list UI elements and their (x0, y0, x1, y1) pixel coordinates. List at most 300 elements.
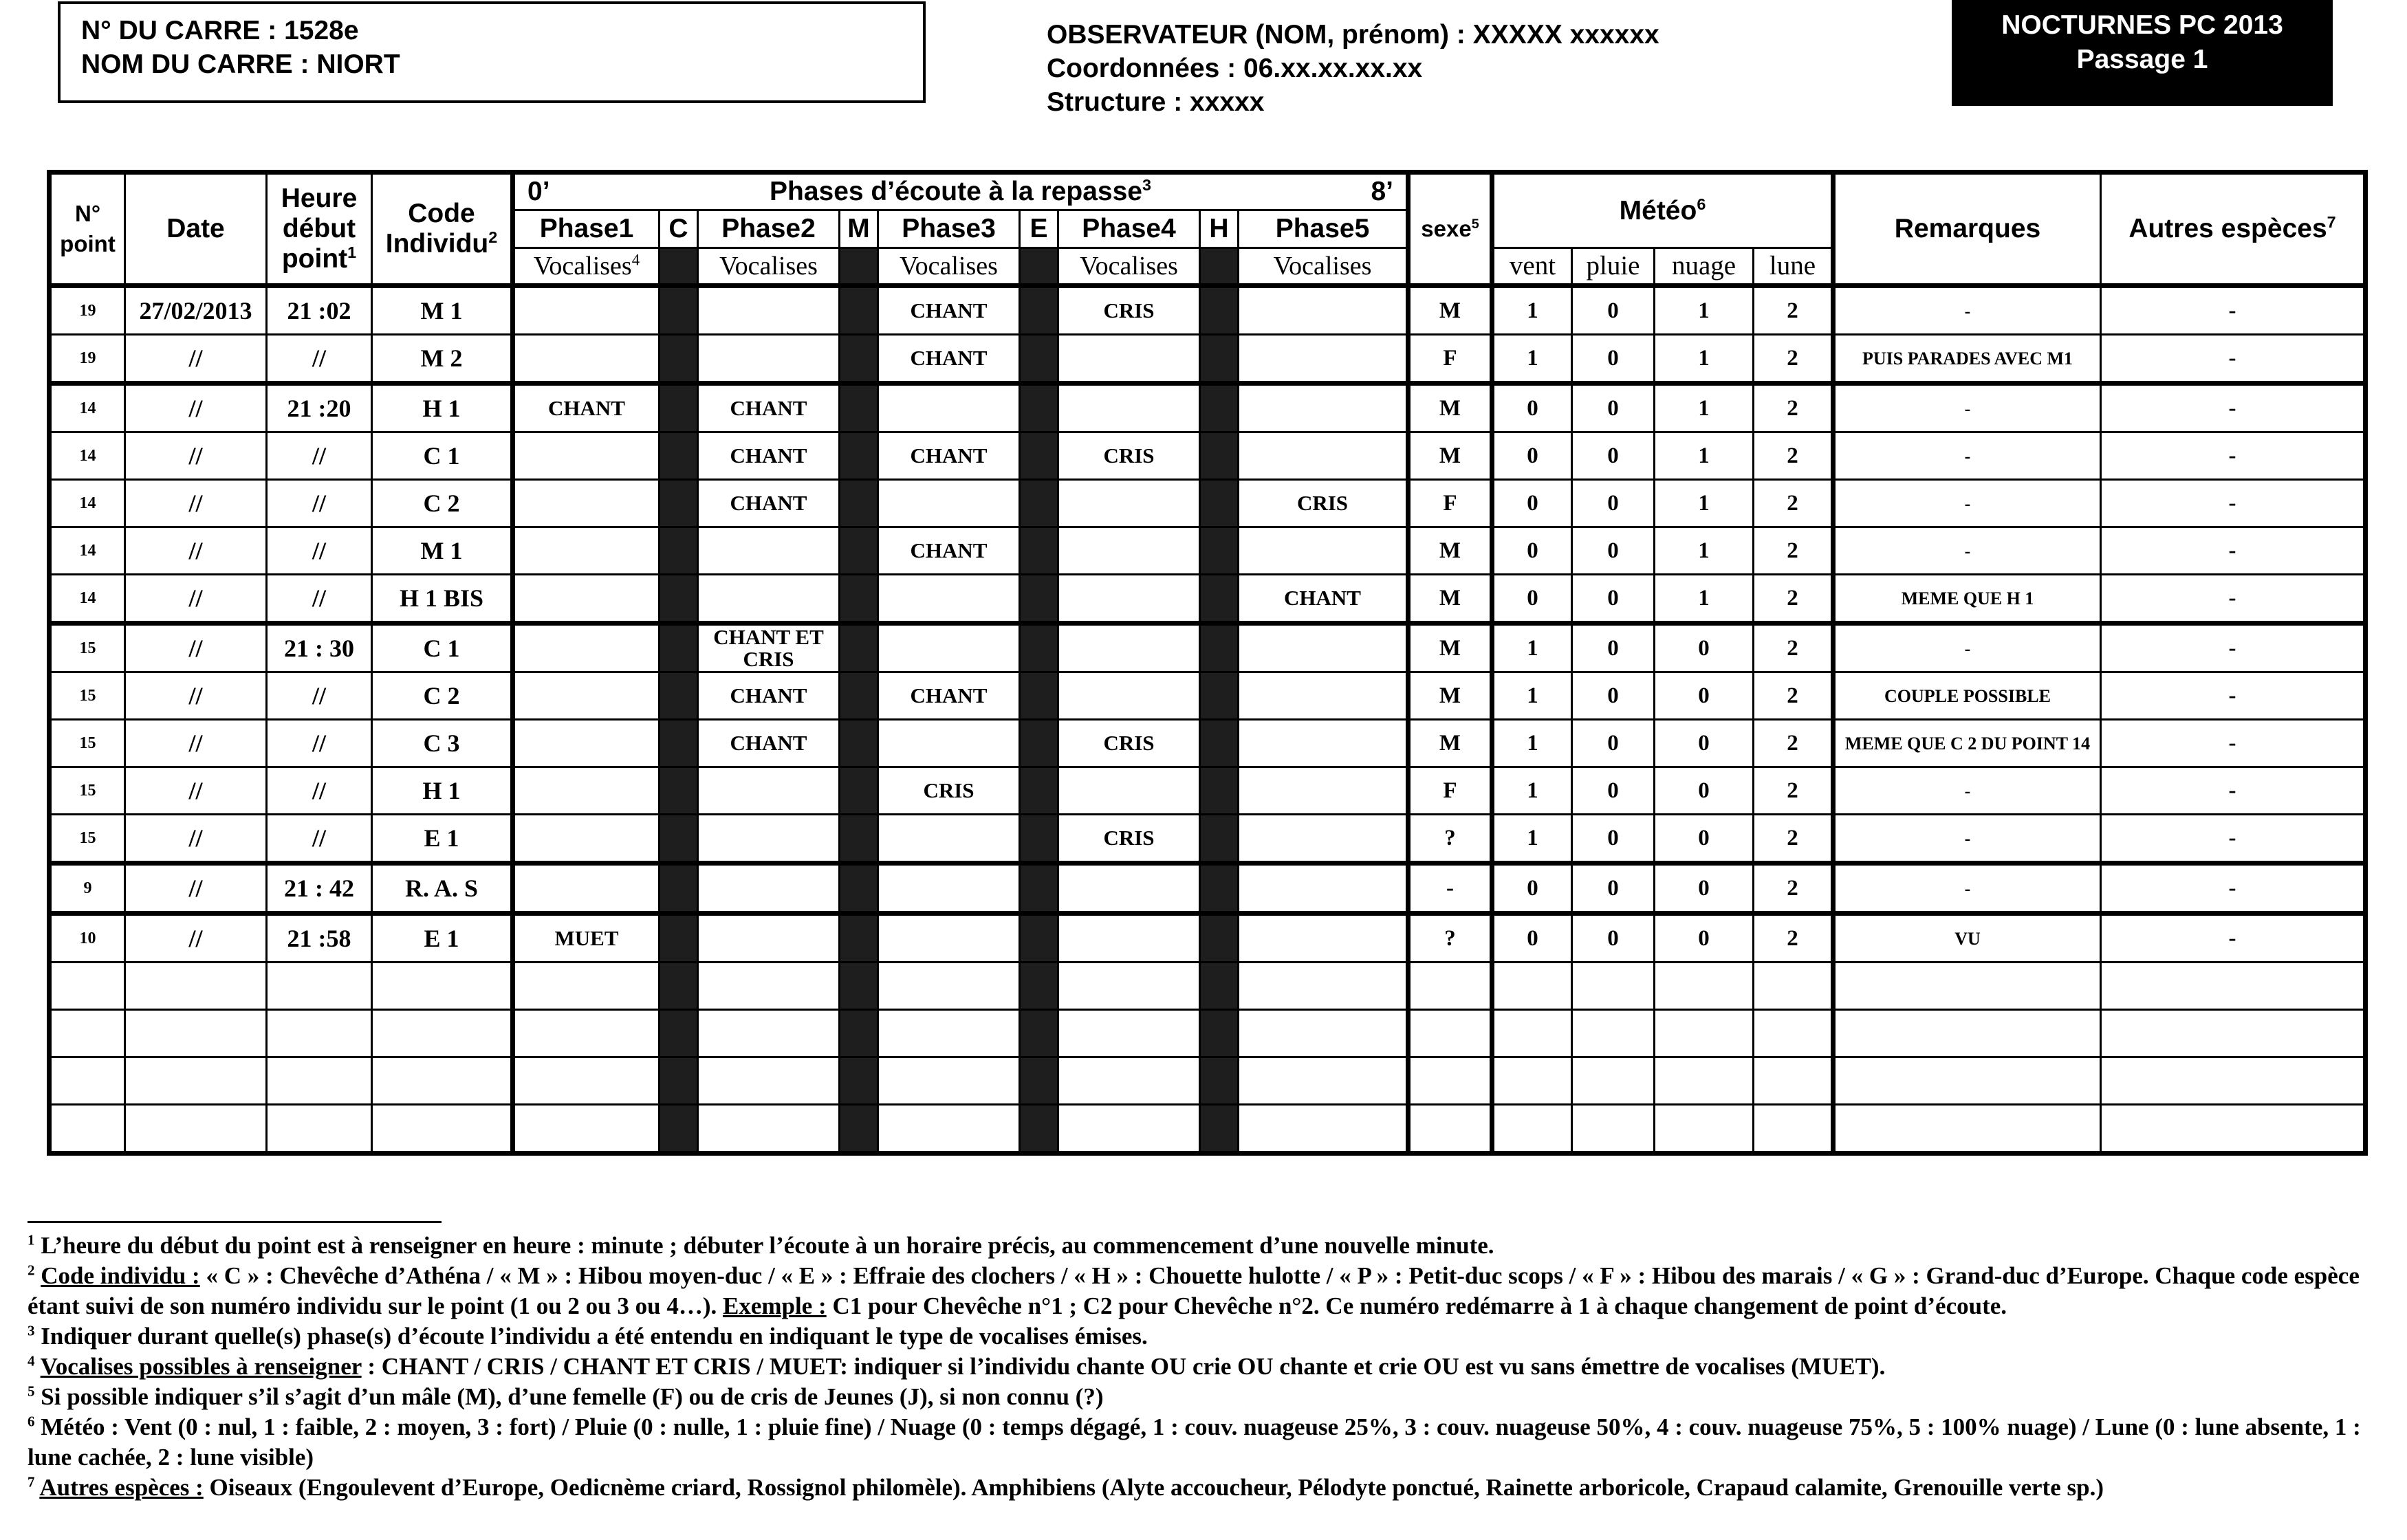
footnote-1: $^1$ L’heure du début du point est à renseigner en heure : minute ; débuter l’écoute à un horaire précis, au commencement d’une nouvelle minute. (28, 1231, 1494, 1259)
cell-date: // (125, 432, 267, 480)
cell-autres (2101, 1010, 2366, 1057)
cell-sexe: F (1408, 335, 1492, 384)
cell-lune: 2 (1754, 480, 1833, 527)
cell-pluie (1572, 962, 1655, 1010)
cell-date (125, 1057, 267, 1105)
table-row (50, 914, 2366, 962)
cell-sexe: - (1408, 864, 1492, 914)
cell-date: // (125, 864, 267, 914)
cell-phase5 (1239, 432, 1408, 480)
cell-sep-m (840, 527, 878, 575)
cell-phase2: CHANT (698, 672, 840, 720)
cell-sep-e (1020, 1010, 1058, 1057)
cell-autres: - (2101, 286, 2366, 335)
cell-sep-e (1020, 335, 1058, 384)
cell-autres: - (2101, 720, 2366, 767)
cell-point: 19 (50, 335, 125, 384)
cell-phase4 (1058, 914, 1200, 962)
cell-lune: 2 (1754, 384, 1833, 432)
cell-heure: 21 :02 (267, 286, 372, 335)
cell-phase2 (698, 1105, 840, 1154)
cell-phase1 (513, 335, 660, 384)
cell-phase2 (698, 864, 840, 914)
cell-sep-c (660, 815, 698, 864)
cell-autres (2101, 1105, 2366, 1154)
cell-heure: // (267, 335, 372, 384)
cell-sep-e (1020, 286, 1058, 335)
cell-pluie: 0 (1572, 767, 1655, 815)
cell-sep-h (1200, 914, 1239, 962)
cell-sexe: F (1408, 767, 1492, 815)
cell-phase3 (878, 864, 1020, 914)
cell-sep-m (840, 962, 878, 1010)
col-autres-header: Autres espèces$^7$ (2101, 173, 2366, 286)
cell-phase5 (1239, 527, 1408, 575)
cell-phase4 (1058, 480, 1200, 527)
table-row (50, 384, 2366, 432)
survey-title-box (1952, 0, 2333, 106)
cell-sexe: M (1408, 720, 1492, 767)
cell-phase2: CHANT (698, 384, 840, 432)
cell-point: 15 (50, 624, 125, 672)
footnote-2: $^2$ Code individu : « C » : Chevêche d’Athéna / « M » : Hibou moyen-duc / « E » : Effraie des clochers / « H » : Chouette hulotte / « P » : Petit-duc scops / « F » : Hibou des marais / « G » : Grand-duc d’Europe. Chaque code espèce étant suivi de son numéro individu sur le point (1 ou 2 ou 3 ou 4…). Exemple : C1 pour Chevêche n°1 ; C2 pour Chevêche n°2. Ce numéro redémarre à 1 à chaque changement de point d’écoute. (28, 1262, 2360, 1319)
cell-sep-m (840, 720, 878, 767)
cell-phase4: CRIS (1058, 286, 1200, 335)
cell-phase5 (1239, 384, 1408, 432)
cell-date: // (125, 335, 267, 384)
cell-sep-c (660, 672, 698, 720)
cell-point: 14 (50, 527, 125, 575)
cell-pluie: 0 (1572, 624, 1655, 672)
cell-phase2 (698, 527, 840, 575)
cell-autres: - (2101, 815, 2366, 864)
meteo-pluie-header: pluie (1572, 248, 1655, 286)
phase4-vocalises-header: Vocalises (1058, 248, 1200, 286)
phase-end-label: 8’ (1371, 177, 1393, 206)
cell-point: 14 (50, 432, 125, 480)
cell-nuage: 0 (1655, 767, 1754, 815)
cell-vent: 1 (1492, 335, 1572, 384)
cell-date: // (125, 527, 267, 575)
cell-sep-e (1020, 527, 1058, 575)
cell-pluie: 0 (1572, 815, 1655, 864)
cell-date: // (125, 480, 267, 527)
cell-date: // (125, 384, 267, 432)
cell-phase4: CRIS (1058, 815, 1200, 864)
cell-phase5 (1239, 1057, 1408, 1105)
cell-sep-h (1200, 384, 1239, 432)
table-row (50, 962, 2366, 1010)
cell-phase2 (698, 767, 840, 815)
cell-sep-e (1020, 1057, 1058, 1105)
cell-sexe (1408, 962, 1492, 1010)
cell-phase3: CHANT (878, 335, 1020, 384)
cell-sep-m (840, 624, 878, 672)
cell-sep-m (840, 384, 878, 432)
cell-nuage: 1 (1655, 480, 1754, 527)
cell-vent: 1 (1492, 672, 1572, 720)
table-row (50, 1057, 2366, 1105)
cell-phase1 (513, 720, 660, 767)
cell-heure (267, 1057, 372, 1105)
cell-phase2 (698, 286, 840, 335)
cell-phase2: CHANT (698, 720, 840, 767)
cell-sep-h (1200, 286, 1239, 335)
cell-sep-e (1020, 384, 1058, 432)
footnote-6: $^6$ Météo : Vent (0 : nul, 1 : faible, 2 : moyen, 3 : fort) / Pluie (0 : nulle, 1 : pluie fine) / Nuage (0 : temps dégagé, 1 : couv. nuageuse 25%, 3 : couv. nuageuse 50%, 4 : couv. nuageuse 75%, 5 : 100% nuage) / Lune (0 : lune absente, 1 : lune cachée, 2 : lune visible) (28, 1413, 2361, 1471)
cell-code: M 1 (372, 527, 513, 575)
cell-phase1 (513, 624, 660, 672)
cell-lune: 2 (1754, 432, 1833, 480)
cell-date (125, 1010, 267, 1057)
cell-phase4 (1058, 1057, 1200, 1105)
cell-heure: 21 : 30 (267, 624, 372, 672)
cell-phase5 (1239, 914, 1408, 962)
cell-sep-h (1200, 767, 1239, 815)
phases-header (513, 173, 1408, 210)
cell-phase2 (698, 815, 840, 864)
cell-lune: 2 (1754, 767, 1833, 815)
cell-sexe (1408, 1105, 1492, 1154)
col-heure-header: Heure début point$^1$ (267, 173, 372, 286)
cell-sep-h (1200, 575, 1239, 624)
table-row (50, 286, 2366, 335)
cell-phase5 (1239, 864, 1408, 914)
cell-vent: 0 (1492, 914, 1572, 962)
survey-pass: Passage 1 (2076, 45, 2208, 74)
cell-phase5 (1239, 286, 1408, 335)
cell-heure (267, 962, 372, 1010)
cell-autres: - (2101, 527, 2366, 575)
cell-date: // (125, 815, 267, 864)
cell-phase1 (513, 1057, 660, 1105)
cell-date: // (125, 767, 267, 815)
meteo-vent-header: vent (1492, 248, 1572, 286)
cell-heure: 21 :58 (267, 914, 372, 962)
cell-autres (2101, 962, 2366, 1010)
cell-heure: 21 :20 (267, 384, 372, 432)
cell-phase4 (1058, 962, 1200, 1010)
col-point-header: N° point (50, 173, 125, 286)
cell-sep-c (660, 1057, 698, 1105)
cell-sexe: M (1408, 624, 1492, 672)
cell-phase5 (1239, 335, 1408, 384)
cell-lune: 2 (1754, 914, 1833, 962)
footnotes (28, 1231, 2393, 1503)
cell-pluie: 0 (1572, 720, 1655, 767)
cell-sep-e (1020, 432, 1058, 480)
cell-sep-e (1020, 767, 1058, 815)
table-row (50, 815, 2366, 864)
cell-phase2 (698, 575, 840, 624)
cell-sexe: M (1408, 672, 1492, 720)
cell-sep-c (660, 575, 698, 624)
cell-nuage: 1 (1655, 432, 1754, 480)
cell-nuage: 0 (1655, 624, 1754, 672)
cell-lune: 2 (1754, 286, 1833, 335)
cell-pluie (1572, 1057, 1655, 1105)
cell-remarques: - (1833, 815, 2101, 864)
observer-block (1047, 18, 1659, 119)
cell-autres: - (2101, 672, 2366, 720)
phase-title: Phases d’écoute à la repasse$^3$ (770, 176, 1151, 206)
cell-phase3 (878, 384, 1020, 432)
cell-remarques: - (1833, 432, 2101, 480)
phase-sep-h-header: H (1200, 210, 1239, 248)
cell-vent (1492, 962, 1572, 1010)
cell-remarques: MEME QUE H 1 (1833, 575, 2101, 624)
cell-point: 15 (50, 767, 125, 815)
cell-code (372, 1057, 513, 1105)
col-code-header: Code Individu$^2$ (372, 173, 513, 286)
table-row (50, 335, 2366, 384)
col-date-header: Date (125, 173, 267, 286)
cell-sep-m (840, 767, 878, 815)
cell-phase5 (1239, 767, 1408, 815)
cell-vent: 1 (1492, 286, 1572, 335)
cell-nuage: 0 (1655, 672, 1754, 720)
cell-lune (1754, 1010, 1833, 1057)
cell-phase1 (513, 815, 660, 864)
table-row (50, 720, 2366, 767)
cell-code: E 1 (372, 815, 513, 864)
cell-sep-e (1020, 962, 1058, 1010)
cell-phase3 (878, 1057, 1020, 1105)
cell-sep-m (840, 575, 878, 624)
cell-pluie: 0 (1572, 864, 1655, 914)
table-row (50, 480, 2366, 527)
table-row (50, 624, 2366, 672)
cell-phase4: CRIS (1058, 432, 1200, 480)
table-row (50, 1105, 2366, 1154)
cell-sep-m (840, 914, 878, 962)
cell-phase5 (1239, 962, 1408, 1010)
cell-sexe: M (1408, 384, 1492, 432)
cell-phase3 (878, 575, 1020, 624)
cell-phase1 (513, 962, 660, 1010)
cell-pluie: 0 (1572, 672, 1655, 720)
cell-autres: - (2101, 624, 2366, 672)
cell-sep-m (840, 335, 878, 384)
cell-phase3 (878, 914, 1020, 962)
cell-sep-m (840, 480, 878, 527)
cell-lune: 2 (1754, 624, 1833, 672)
cell-autres: - (2101, 575, 2366, 624)
cell-date: 27/02/2013 (125, 286, 267, 335)
cell-code: M 1 (372, 286, 513, 335)
cell-sep-h (1200, 1010, 1239, 1057)
cell-vent: 0 (1492, 864, 1572, 914)
cell-point: 14 (50, 384, 125, 432)
cell-phase4 (1058, 767, 1200, 815)
carre-name: NOM DU CARRE : NIORT (81, 50, 400, 79)
cell-phase1 (513, 575, 660, 624)
cell-heure: // (267, 767, 372, 815)
cell-sep-e (1020, 815, 1058, 864)
cell-date: // (125, 672, 267, 720)
cell-point: 15 (50, 720, 125, 767)
phase-sep-h (1200, 248, 1239, 286)
cell-heure (267, 1105, 372, 1154)
phase3-header: Phase3 (878, 210, 1020, 248)
cell-autres (2101, 1057, 2366, 1105)
cell-autres: - (2101, 480, 2366, 527)
cell-autres: - (2101, 767, 2366, 815)
cell-phase1 (513, 527, 660, 575)
cell-phase1 (513, 672, 660, 720)
footnote-4: $^4$ Vocalises possibles à renseigner : CHANT / CRIS / CHANT ET CRIS / MUET: indiquer si l’individu chante OU crie OU chante et crie OU est vu sans émettre de vocalises (MUET). (28, 1352, 1886, 1380)
cell-nuage: 0 (1655, 815, 1754, 864)
cell-sep-c (660, 527, 698, 575)
cell-phase1 (513, 864, 660, 914)
cell-remarques: - (1833, 384, 2101, 432)
cell-date: // (125, 720, 267, 767)
cell-code: H 1 (372, 384, 513, 432)
cell-nuage (1655, 1010, 1754, 1057)
cell-phase4 (1058, 864, 1200, 914)
table-row (50, 672, 2366, 720)
cell-sexe: M (1408, 286, 1492, 335)
cell-sep-e (1020, 480, 1058, 527)
footnote-7: $^7$ Autres espèces : Oiseaux (Engoulevent d’Europe, Oedicnème criard, Rossignol philomèle). Amphibiens (Alyte accoucheur, Pélodyte ponctué, Rainette arboricole, Crapaud calamite, Grenouille verte sp.) (28, 1473, 2104, 1501)
cell-phase3: CRIS (878, 767, 1020, 815)
cell-remarques: VU (1833, 914, 2101, 962)
carre-box (58, 1, 926, 103)
cell-code: C 2 (372, 672, 513, 720)
cell-remarques (1833, 1105, 2101, 1154)
cell-nuage (1655, 1057, 1754, 1105)
cell-sep-e (1020, 864, 1058, 914)
cell-code: C 3 (372, 720, 513, 767)
cell-phase3: CHANT (878, 286, 1020, 335)
col-sexe-header: sexe$^5$ (1408, 173, 1492, 286)
table-row (50, 767, 2366, 815)
cell-code (372, 1105, 513, 1154)
cell-sep-c (660, 962, 698, 1010)
phase5-header: Phase5 (1239, 210, 1408, 248)
cell-phase3: CHANT (878, 672, 1020, 720)
cell-vent: 1 (1492, 624, 1572, 672)
cell-phase3 (878, 1105, 1020, 1154)
table-row (50, 1010, 2366, 1057)
cell-phase4 (1058, 1010, 1200, 1057)
cell-lune: 2 (1754, 720, 1833, 767)
cell-phase5: CRIS (1239, 480, 1408, 527)
cell-sep-e (1020, 672, 1058, 720)
cell-nuage: 1 (1655, 575, 1754, 624)
cell-remarques (1833, 1057, 2101, 1105)
cell-autres: - (2101, 335, 2366, 384)
cell-lune: 2 (1754, 335, 1833, 384)
phase-sep-c (660, 248, 698, 286)
cell-sexe: M (1408, 432, 1492, 480)
cell-phase3 (878, 962, 1020, 1010)
cell-point: 9 (50, 864, 125, 914)
cell-code: H 1 (372, 767, 513, 815)
cell-vent: 0 (1492, 527, 1572, 575)
cell-phase4 (1058, 1105, 1200, 1154)
cell-code: H 1 BIS (372, 575, 513, 624)
cell-phase1 (513, 1105, 660, 1154)
carre-number: N° DU CARRE : 1528e (81, 16, 359, 45)
cell-sep-h (1200, 1057, 1239, 1105)
observer-structure: Structure : xxxxx (1047, 87, 1265, 117)
cell-phase2 (698, 1010, 840, 1057)
meteo-lune-header: lune (1754, 248, 1833, 286)
cell-sep-m (840, 1105, 878, 1154)
cell-date: // (125, 914, 267, 962)
cell-remarques: - (1833, 480, 2101, 527)
phase1-header: Phase1 (513, 210, 660, 248)
observer-coordinates: Coordonnées : 06.xx.xx.xx.xx (1047, 54, 1423, 83)
cell-lune: 2 (1754, 575, 1833, 624)
phase-sep-e-header: E (1020, 210, 1058, 248)
cell-lune: 2 (1754, 672, 1833, 720)
cell-vent (1492, 1105, 1572, 1154)
cell-sep-h (1200, 335, 1239, 384)
cell-sep-m (840, 864, 878, 914)
cell-sep-c (660, 720, 698, 767)
phase4-header: Phase4 (1058, 210, 1200, 248)
cell-nuage: 1 (1655, 527, 1754, 575)
cell-remarques (1833, 962, 2101, 1010)
cell-sexe: M (1408, 575, 1492, 624)
cell-sep-h (1200, 720, 1239, 767)
cell-heure: // (267, 527, 372, 575)
cell-sep-e (1020, 914, 1058, 962)
cell-autres: - (2101, 384, 2366, 432)
cell-lune (1754, 962, 1833, 1010)
cell-code: C 1 (372, 432, 513, 480)
phase-sep-m-header: M (840, 210, 878, 248)
cell-sep-h (1200, 624, 1239, 672)
cell-pluie: 0 (1572, 914, 1655, 962)
cell-phase2: CHANT (698, 432, 840, 480)
cell-sexe (1408, 1057, 1492, 1105)
cell-phase1 (513, 767, 660, 815)
cell-heure: // (267, 815, 372, 864)
cell-vent (1492, 1010, 1572, 1057)
phase-sep-e (1020, 248, 1058, 286)
cell-heure: // (267, 480, 372, 527)
meteo-nuage-header: nuage (1655, 248, 1754, 286)
cell-sep-c (660, 1010, 698, 1057)
cell-remarques: PUIS PARADES AVEC M1 (1833, 335, 2101, 384)
cell-nuage (1655, 1105, 1754, 1154)
cell-remarques: COUPLE POSSIBLE (1833, 672, 2101, 720)
cell-phase4 (1058, 575, 1200, 624)
phase-sep-m (840, 248, 878, 286)
cell-heure: // (267, 672, 372, 720)
cell-phase5 (1239, 720, 1408, 767)
observation-rows (50, 286, 2366, 1154)
cell-pluie: 0 (1572, 432, 1655, 480)
cell-sep-m (840, 1010, 878, 1057)
cell-phase2: CHANT ET CRIS (698, 624, 840, 672)
cell-phase3 (878, 720, 1020, 767)
cell-phase1: MUET (513, 914, 660, 962)
cell-pluie (1572, 1105, 1655, 1154)
cell-pluie (1572, 1010, 1655, 1057)
cell-vent (1492, 1057, 1572, 1105)
footnote-5: $^5$ Si possible indiquer s’il s’agit d’un mâle (M), d’une femelle (F) ou de cris de Jeunes (J), si non connu (?) (28, 1383, 1104, 1410)
cell-phase5: CHANT (1239, 575, 1408, 624)
cell-phase4 (1058, 624, 1200, 672)
cell-nuage: 1 (1655, 286, 1754, 335)
cell-date: // (125, 575, 267, 624)
cell-sep-m (840, 1057, 878, 1105)
cell-phase3 (878, 815, 1020, 864)
